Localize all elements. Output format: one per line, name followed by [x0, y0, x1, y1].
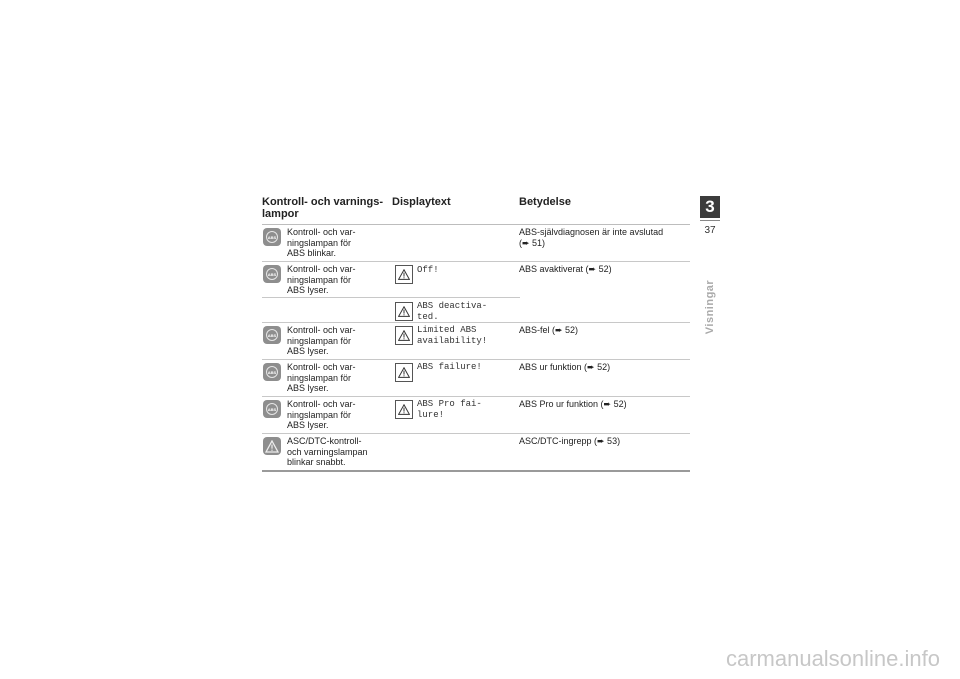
- general-warning-icon: [395, 363, 413, 382]
- display-text: ABS Pro fai- lure!: [417, 399, 482, 420]
- abs-lamp-icon: ABS: [263, 228, 281, 246]
- general-warning-icon: [395, 326, 413, 345]
- general-warning-icon: [395, 265, 413, 284]
- asc-dtc-warning-lamp-icon: [263, 437, 281, 455]
- chapter-tab-divider: [700, 220, 720, 221]
- general-warning-icon: [395, 302, 413, 321]
- lamp-description: ASC/DTC-kontroll- och varningslampan blinkar snabbt.: [287, 436, 368, 467]
- page-number: 37: [704, 225, 716, 236]
- display-text: ABS failure!: [417, 362, 482, 372]
- meaning-text: ABS avaktiverat (➨ 52): [519, 264, 612, 274]
- table-row: [262, 323, 690, 360]
- meaning-text: ABS-självdiagnosen är inte avslutad (➨ 51): [519, 227, 664, 248]
- display-text: Limited ABS availability!: [417, 325, 488, 346]
- table-row: [262, 397, 690, 434]
- abs-lamp-icon: ABS: [263, 400, 281, 418]
- header-lamps: Kontroll- och varnings- lampor: [262, 196, 383, 220]
- chapter-title-vertical: Visningar: [704, 279, 716, 335]
- table-row: [262, 360, 690, 397]
- warning-lamp-table: [262, 196, 690, 472]
- abs-lamp-icon: ABS: [263, 326, 281, 344]
- lamp-description: Kontroll- och var- ningslampan för ABS blinkar.: [287, 227, 356, 258]
- display-text: Off!: [417, 265, 439, 275]
- lamp-description: Kontroll- och var- ningslampan för ABS lyser.: [287, 264, 356, 295]
- lamp-description: Kontroll- och var- ningslampan för ABS lyser.: [287, 399, 356, 430]
- general-warning-icon: [395, 400, 413, 419]
- lamp-description: Kontroll- och var- ningslampan för ABS lyser.: [287, 362, 356, 393]
- table-row: [262, 225, 690, 262]
- table-row: [262, 434, 690, 472]
- abs-lamp-icon: ABS: [263, 363, 281, 381]
- display-text: ABS deactiva- ted.: [417, 301, 488, 322]
- meaning-text: ABS-fel (➨ 52): [519, 325, 579, 335]
- header-display-text: Displaytext: [392, 196, 451, 208]
- row-divider: [262, 297, 520, 298]
- meaning-text: ASC/DTC-ingrepp (➨ 53): [519, 436, 621, 446]
- watermark: carmanualsonline.info: [725, 646, 940, 671]
- header-meaning: Betydelse: [519, 196, 571, 208]
- chapter-number-tab: 3: [700, 196, 720, 218]
- table-row: [262, 262, 690, 323]
- table-header: [262, 196, 690, 225]
- lamp-description: Kontroll- och var- ningslampan för ABS lyser.: [287, 325, 356, 356]
- meaning-text: ABS ur funktion (➨ 52): [519, 362, 611, 372]
- abs-lamp-icon: ABS: [263, 265, 281, 283]
- meaning-text: ABS Pro ur funktion (➨ 52): [519, 399, 627, 409]
